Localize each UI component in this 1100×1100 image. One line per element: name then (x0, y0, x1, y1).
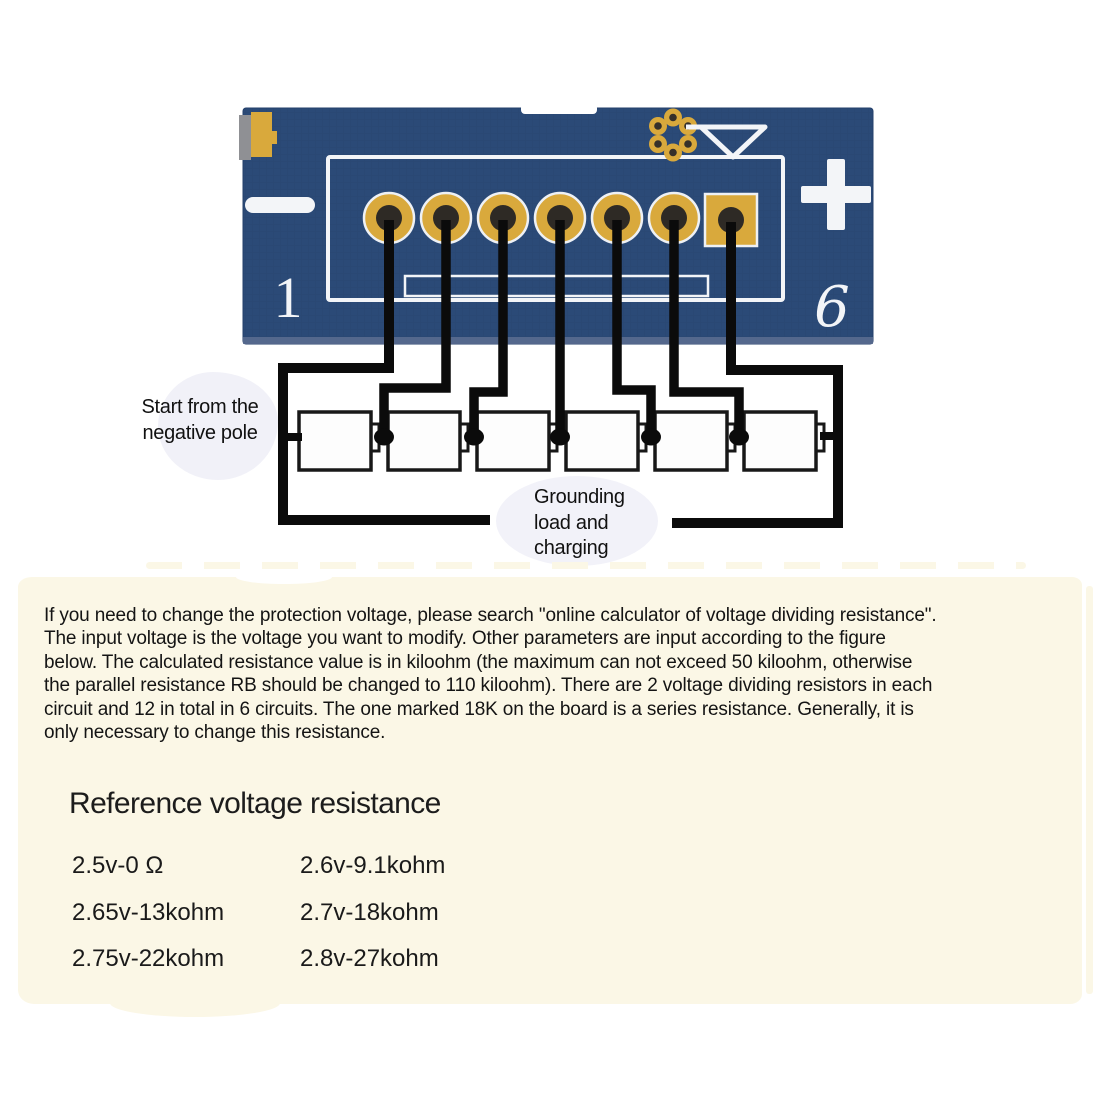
start-label-line1: Start from the (141, 396, 259, 418)
battery-cell-3 (477, 412, 549, 470)
pin-label-6: 6 (814, 275, 850, 340)
start-negative-pole-label (126, 394, 274, 446)
start-label-line2: negative pole (142, 422, 258, 444)
paragraph-line: The input voltage is the voltage you want to modify. Other parameters are input according to the figure (44, 628, 886, 650)
table-row (72, 890, 552, 937)
paragraph-line: If you need to change the protection voltage, please search "online calculator of voltage dividing resistance". (44, 605, 937, 626)
table-cell: 2.6v-9.1kohm (300, 852, 446, 880)
grounding-label-line2: load and (534, 511, 609, 534)
pin-label-1: 1 (273, 265, 303, 330)
pcb-top-notch (521, 104, 597, 114)
battery-cell-2 (388, 412, 460, 470)
battery-cell-5 (655, 412, 727, 470)
info-panel-top-notch (236, 570, 332, 584)
battery-cell-1 (299, 412, 371, 470)
info-panel-edge-sliver (1086, 586, 1093, 994)
table-row (72, 843, 552, 890)
paragraph-line: the parallel resistance RB should be changed to 110 kiloohm). There are 2 voltage dividing resistors in each (44, 675, 933, 697)
battery-cell-6 (744, 412, 816, 470)
table-cell: 2.8v-27kohm (300, 945, 439, 973)
minus-polarity-icon (245, 197, 315, 213)
smd-component (239, 112, 277, 160)
grounding-label-line3: charging (534, 537, 609, 559)
table-cell: 2.75v-22kohm (72, 945, 225, 973)
battery-cell-4 (566, 412, 638, 470)
reference-voltage-table (72, 843, 552, 983)
reference-voltage-heading: Reference voltage resistance (69, 787, 441, 820)
table-cell: 2.5v-0 Ω (72, 852, 164, 880)
instructions-paragraph (44, 604, 1064, 744)
paragraph-line: only necessary to change this resistance. (44, 722, 386, 744)
table-row (72, 936, 552, 983)
paragraph-line: circuit and 12 in total in 6 circuits. The one marked 18K on the board is a series resistance. Generally, it is (44, 698, 914, 720)
table-cell: 2.65v-13kohm (72, 898, 225, 926)
table-cell: 2.7v-18kohm (300, 898, 439, 926)
grounding-label-line1: Grounding (534, 486, 625, 508)
paragraph-line: below. The calculated resistance value is in kiloohm (the maximum can not exceed 50 kiloohm, otherwise (44, 651, 913, 673)
grounding-load-charging-label (534, 485, 674, 562)
